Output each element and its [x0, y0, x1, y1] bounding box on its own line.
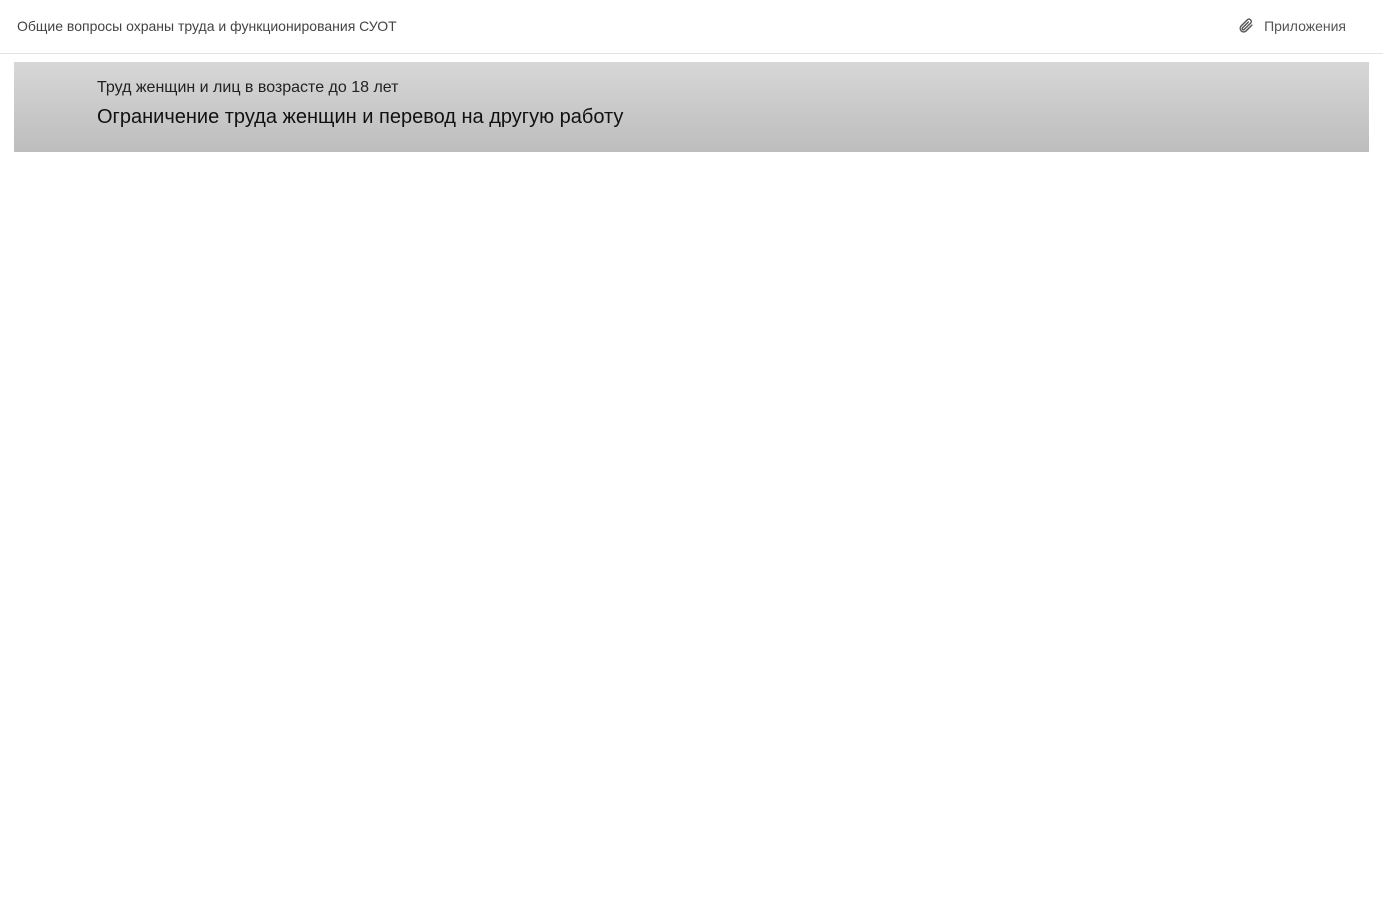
- paperclip-icon: [1237, 17, 1254, 34]
- slide-header: [14, 62, 1369, 152]
- attachments-label: Приложения: [1264, 17, 1346, 34]
- slide-title: Ограничение труда женщин и перевод на другую работу: [97, 106, 624, 128]
- top-bar: [0, 0, 1383, 54]
- course-title: Общие вопросы охраны труда и функционирования СУОТ: [17, 18, 397, 34]
- slide-subtitle: Труд женщин и лиц в возрасте до 18 лет: [97, 79, 399, 96]
- attachments-button[interactable]: [1237, 17, 1346, 34]
